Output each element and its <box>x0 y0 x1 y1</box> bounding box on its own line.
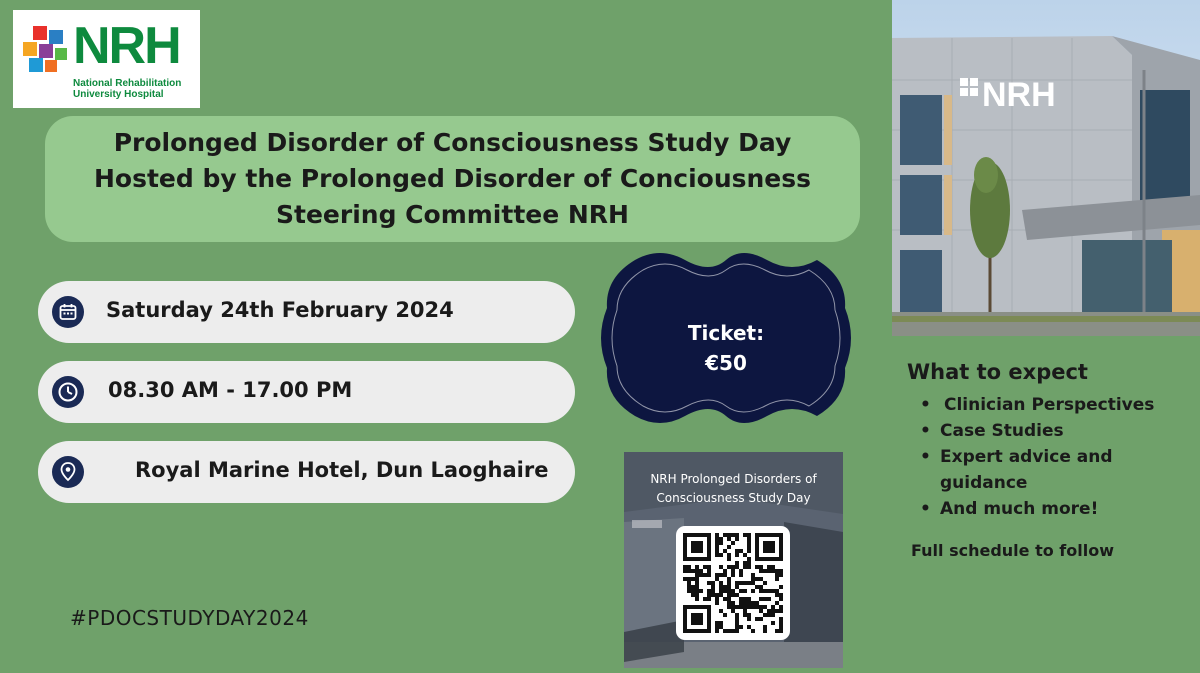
expect-item: • And much more! <box>918 496 1188 522</box>
ticket-badge <box>595 248 857 428</box>
nrh-logo <box>13 10 200 108</box>
expect-item: • Case Studies <box>918 418 1188 444</box>
clock-icon <box>52 376 84 408</box>
qr-code-icon <box>676 526 790 640</box>
expect-heading: What to expect <box>907 360 1088 384</box>
event-time: 08.30 AM - 17.00 PM <box>108 378 353 402</box>
expect-item: • Clinician Perspectives <box>918 392 1188 418</box>
event-date: Saturday 24th February 2024 <box>106 298 454 322</box>
nrh-logo-mark-icon <box>19 24 71 76</box>
title-line-1: Prolonged Disorder of Consciousness Study Day <box>113 128 792 157</box>
time-pill <box>38 361 575 423</box>
qr-code-panel[interactable] <box>624 452 843 668</box>
logo-subtitle-line-1: National Rehabilitation <box>73 78 182 89</box>
title-line-3: Steering Committee NRH <box>276 200 629 229</box>
qr-code[interactable] <box>676 526 790 640</box>
expect-item: • Expert advice and guidance <box>918 444 1130 496</box>
title-banner <box>45 116 860 242</box>
calendar-icon <box>52 296 84 328</box>
qr-title <box>624 470 843 508</box>
ticket-price: €50 <box>705 351 747 375</box>
qr-title-line-1: NRH Prolonged Disorders of <box>650 472 817 486</box>
ticket-text <box>595 318 857 378</box>
ticket-label: Ticket: <box>687 321 765 345</box>
photo-sign-text: NRH <box>982 76 1056 114</box>
event-hashtag: #PDOCSTUDYDAY2024 <box>70 606 309 630</box>
logo-subtitle-line-2: University Hospital <box>73 89 164 100</box>
qr-title-line-2: Consciousness Study Day <box>656 491 811 505</box>
logo-subtitle <box>73 78 181 100</box>
hospital-building-photo <box>892 0 1200 336</box>
map-pin-icon <box>52 456 84 488</box>
expect-list <box>918 392 1188 522</box>
event-location: Royal Marine Hotel, Dun Laoghaire <box>135 458 549 482</box>
title-line-2: Hosted by the Prolonged Disorder of Conciousness <box>93 164 812 193</box>
location-pill <box>38 441 575 503</box>
date-pill <box>38 281 575 343</box>
logo-wordmark: NRH <box>73 17 180 75</box>
schedule-note: Full schedule to follow <box>911 541 1114 560</box>
